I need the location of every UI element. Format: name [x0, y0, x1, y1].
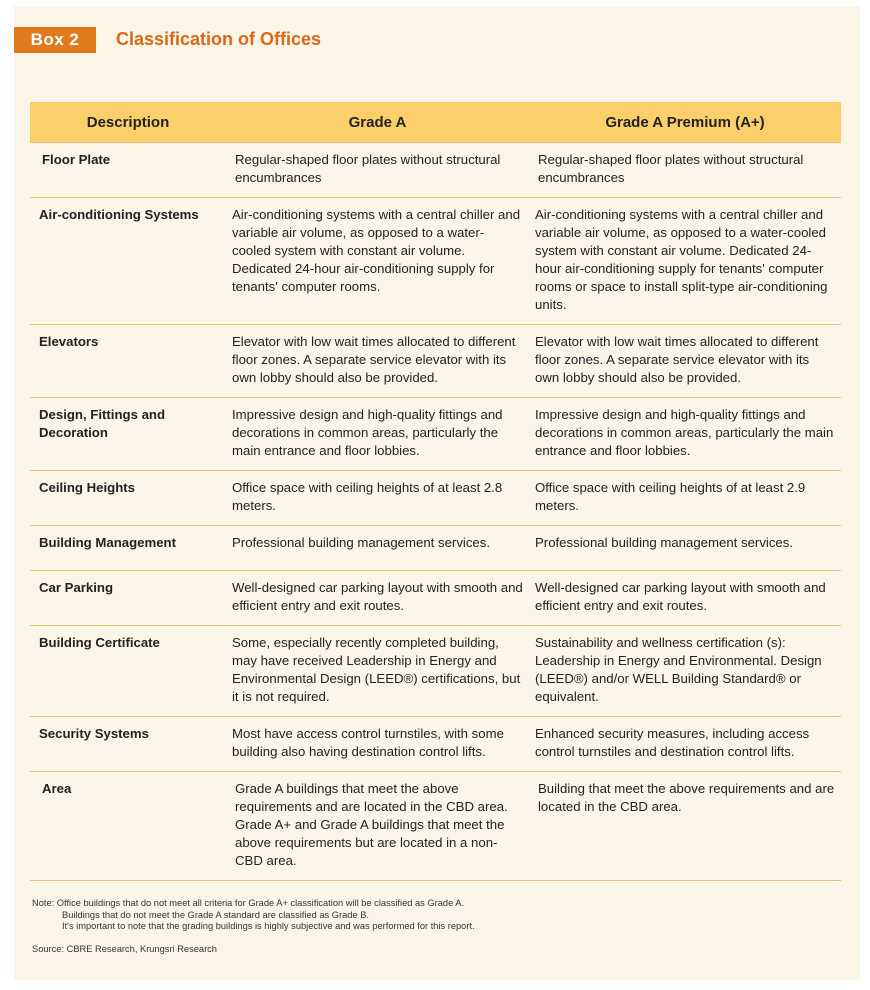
row-description: Building Management — [30, 526, 226, 571]
table-row — [30, 198, 841, 325]
row-grade-a: Most have access control turnstiles, with some building also having destination control lifts. — [226, 717, 529, 772]
table-row — [30, 471, 841, 526]
table-row — [30, 325, 841, 398]
row-description: Air-conditioning Systems — [30, 198, 226, 325]
row-grade-a-plus: Impressive design and high-quality fittings and decorations in common areas, particularly the main entrance and floor lobbies. — [529, 398, 841, 471]
classification-table — [30, 102, 841, 881]
row-grade-a: Impressive design and high-quality fittings and decorations in common areas, particularly the main entrance and floor lobbies. — [226, 398, 529, 471]
row-grade-a-plus: Office space with ceiling heights of at least 2.9 meters. — [529, 471, 841, 526]
table-row — [30, 717, 841, 772]
row-description: Area — [30, 772, 226, 881]
row-grade-a-plus: Well-designed car parking layout with smooth and efficient entry and exit routes. — [529, 571, 841, 626]
note-line: Buildings that do not meet the Grade A standard are classified as Grade B. — [62, 909, 369, 920]
row-grade-a: Regular-shaped floor plates without structural encumbrances — [226, 143, 529, 198]
table-row — [30, 526, 841, 571]
table-note — [32, 898, 475, 933]
source-line: Source: CBRE Research, Krungsri Research — [32, 944, 217, 954]
row-description: Security Systems — [30, 717, 226, 772]
row-grade-a: Grade A buildings that meet the above requirements and are located in the CBD area. Grade A+ and Grade A buildings that meet the above requirements but are located in a non-CBD area. — [226, 772, 529, 881]
row-grade-a-plus: Sustainability and wellness certification (s): Leadership in Energy and Environmental. Design (LEED®) and/or WELL Building Standard® or equivalent. — [529, 626, 841, 717]
table-row — [30, 571, 841, 626]
row-grade-a: Air-conditioning systems with a central chiller and variable air volume, as opposed to a water-cooled system with constant air volume. Dedicated 24-hour air-conditioning supply for tenants' computer rooms. — [226, 198, 529, 325]
row-grade-a-plus: Air-conditioning systems with a central chiller and variable air volume, as opposed to a water-cooled system with constant air volume. Dedicated 24-hour air-conditioning supply for tenants' computer rooms or space to install split-type air-conditioning units. — [529, 198, 841, 325]
box-title: Classification of Offices — [116, 29, 322, 49]
table-header-row — [30, 102, 841, 143]
table-row — [30, 772, 841, 881]
row-description: Ceiling Heights — [30, 471, 226, 526]
row-grade-a: Office space with ceiling heights of at least 2.8 meters. — [226, 471, 529, 526]
row-grade-a-plus: Professional building management services. — [529, 526, 841, 571]
note-line: Note: Office buildings that do not meet all criteria for Grade A+ classification will be classified as Grade A. — [32, 898, 465, 908]
row-grade-a: Well-designed car parking layout with smooth and efficient entry and exit routes. — [226, 571, 529, 626]
table-row — [30, 398, 841, 471]
table-row — [30, 143, 841, 198]
row-grade-a-plus: Building that meet the above requirements and are located in the CBD area. — [529, 772, 841, 881]
row-grade-a: Elevator with low wait times allocated to different floor zones. A separate service elevator with its own lobby should also be provided. — [226, 325, 529, 398]
row-grade-a-plus: Regular-shaped floor plates without structural encumbrances — [529, 143, 841, 198]
row-description: Car Parking — [30, 571, 226, 626]
box-label: Box 2 — [14, 27, 96, 53]
column-header-grade-a-plus: Grade A Premium (A+) — [529, 102, 841, 143]
column-header-grade-a: Grade A — [226, 102, 529, 143]
row-grade-a: Professional building management services. — [226, 526, 529, 571]
row-description: Elevators — [30, 325, 226, 398]
row-description: Floor Plate — [30, 143, 226, 198]
row-grade-a-plus: Elevator with low wait times allocated to different floor zones. A separate service elevator with its own lobby should also be provided. — [529, 325, 841, 398]
note-line: It's important to note that the grading buildings is highly subjective and was performed for this report. — [62, 921, 475, 931]
row-description: Building Certificate — [30, 626, 226, 717]
row-grade-a: Some, especially recently completed building, may have received Leadership in Energy and Environmental Design (LEED®) certifications, but it is not required. — [226, 626, 529, 717]
row-description: Design, Fittings and Decoration — [30, 398, 226, 471]
column-header-description: Description — [30, 102, 226, 143]
row-grade-a-plus: Enhanced security measures, including access control turnstiles and destination control lifts. — [529, 717, 841, 772]
table-row — [30, 626, 841, 717]
